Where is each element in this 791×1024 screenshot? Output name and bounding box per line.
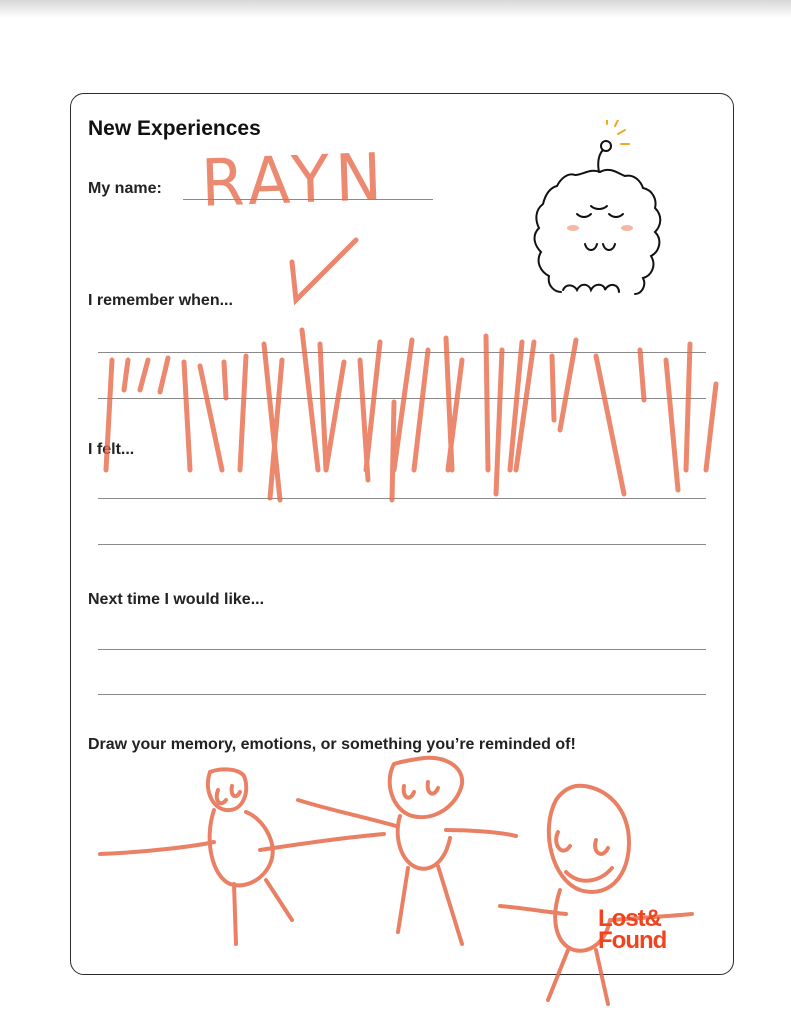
scan-edge [0,0,791,18]
brand-line-1: Lost& [598,905,661,932]
next-label: Next time I would like... [88,591,265,608]
remember-line-1[interactable] [98,352,706,353]
draw-prompt: Draw your memory, emotions, or something you’re reminded of! [88,736,576,753]
felt-line-1[interactable] [98,498,706,499]
worksheet-title: New Experiences [88,117,261,140]
remember-line-2[interactable] [98,398,706,399]
felt-label: I felt... [88,441,135,458]
next-line-2[interactable] [98,694,706,695]
fuzzy-mascot-icon [515,120,685,310]
next-line-1[interactable] [98,649,706,650]
lost-and-found-logo [598,905,703,954]
name-label: My name: [88,180,162,197]
felt-line-2[interactable] [98,544,706,545]
brand-line-2: Found [598,927,667,954]
name-value: RAYN [200,138,389,222]
remember-label: I remember when... [88,292,233,309]
